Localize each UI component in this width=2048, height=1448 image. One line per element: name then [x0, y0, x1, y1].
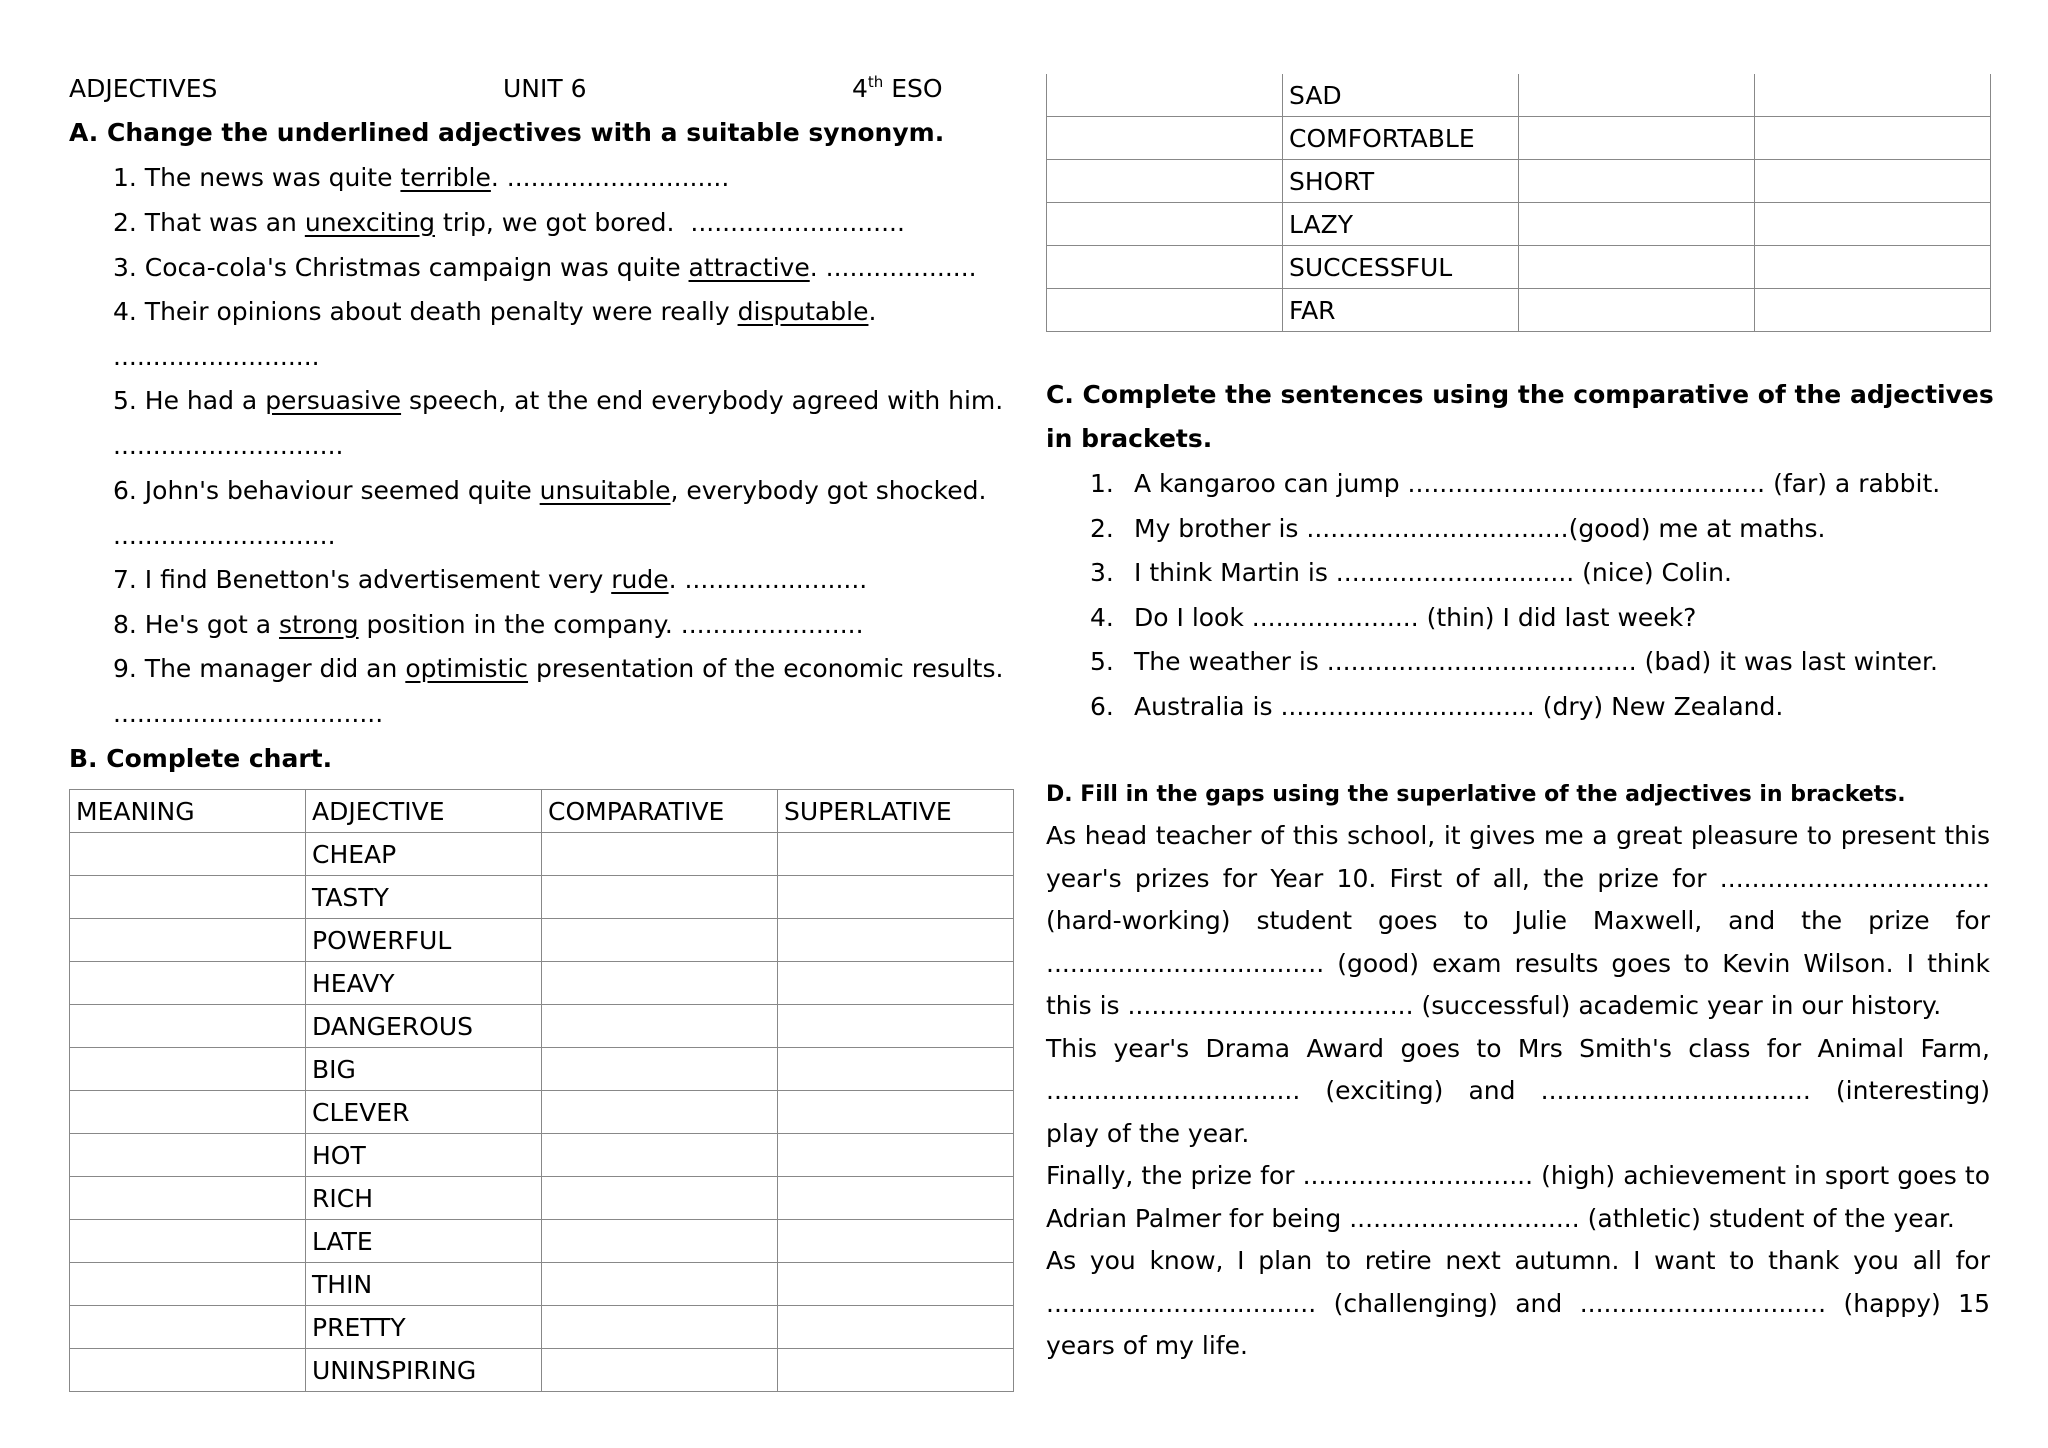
superlative-cell[interactable] [778, 1005, 1014, 1048]
section-d-title: D. Fill in the gaps using the superlative of the adjectives in brackets. [1046, 782, 1906, 807]
comparative-cell[interactable] [542, 1048, 778, 1091]
superlative-cell[interactable] [778, 1048, 1014, 1091]
section-d-line: Adrian Palmer for being ............................. (athletic) student of the year. [1046, 1203, 1955, 1233]
section-a-item-8: 8. He's got a strong position in the company. ....................... [113, 610, 864, 639]
adjective-chart [69, 789, 1014, 1392]
comparative-cell[interactable] [542, 1177, 778, 1220]
chart-row [70, 1091, 1014, 1134]
meaning-cell[interactable] [1047, 246, 1283, 289]
answer-dots-6: ............................ [113, 521, 336, 550]
chart-row [70, 1177, 1014, 1220]
comparative-cell[interactable] [542, 1349, 778, 1392]
superlative-cell[interactable] [778, 876, 1014, 919]
comparative-cell[interactable] [1519, 246, 1755, 289]
meaning-cell[interactable] [70, 1048, 306, 1091]
adjective-cell: SAD [1283, 74, 1519, 117]
adjective-cell: LATE [306, 1220, 542, 1263]
adjective-cell: CLEVER [306, 1091, 542, 1134]
section-c-item-5: 5. The weather is ....................................... (bad) it was last winter. [1090, 647, 1938, 676]
meaning-cell[interactable] [70, 1306, 306, 1349]
superlative-cell[interactable] [1755, 160, 1991, 203]
adjective-cell: PRETTY [306, 1306, 542, 1349]
section-d-line: As you know, I plan to retire next autumn. I want to thank you all for [1046, 1246, 1990, 1275]
comparative-cell[interactable] [542, 919, 778, 962]
section-d-line: years of my life. [1046, 1331, 1248, 1360]
adjective-cell: COMFORTABLE [1283, 117, 1519, 160]
meaning-cell[interactable] [70, 1091, 306, 1134]
meaning-cell[interactable] [70, 1349, 306, 1392]
chart-row [1047, 117, 1991, 160]
comparative-cell[interactable] [542, 1005, 778, 1048]
meaning-cell[interactable] [1047, 203, 1283, 246]
meaning-cell[interactable] [70, 1263, 306, 1306]
chart-row [1047, 203, 1991, 246]
superlative-cell[interactable] [778, 833, 1014, 876]
header-adjective: ADJECTIVE [306, 790, 542, 833]
meaning-cell[interactable] [70, 1134, 306, 1177]
comparative-cell[interactable] [1519, 289, 1755, 332]
superlative-cell[interactable] [1755, 117, 1991, 160]
superlative-cell[interactable] [1755, 74, 1991, 117]
section-d-line: This year's Drama Award goes to Mrs Smith's class for Animal Farm, [1046, 1033, 1990, 1063]
section-c-item-4: 4. Do I look ..................... (thin) I did last week? [1090, 603, 1697, 632]
chart-row [70, 1048, 1014, 1091]
meaning-cell[interactable] [1047, 117, 1283, 160]
section-a-item-6: 6. John's behaviour seemed quite unsuitable, everybody got shocked. [113, 476, 987, 505]
superlative-cell[interactable] [778, 1220, 1014, 1263]
comparative-cell[interactable] [1519, 160, 1755, 203]
comparative-cell[interactable] [542, 1220, 778, 1263]
section-d-line: play of the year. [1046, 1118, 1250, 1148]
chart-row [70, 1220, 1014, 1263]
chart-header-row [70, 790, 1014, 833]
comparative-cell[interactable] [1519, 117, 1755, 160]
meaning-cell[interactable] [70, 1220, 306, 1263]
section-a-item-7: 7. I find Benetton's advertisement very rude. ....................... [113, 565, 868, 594]
comparative-cell[interactable] [542, 1134, 778, 1177]
section-d-line: .................................. (challenging) and ............................... (happy) 15 [1046, 1288, 1990, 1318]
header-comparative: COMPARATIVE [542, 790, 778, 833]
adjective-chart-continued [1046, 74, 1991, 332]
section-d-line: As head teacher of this school, it gives me a great pleasure to present this [1046, 821, 1990, 850]
section-c-item-1: 1. A kangaroo can jump ............................................. (far) a rabbit. [1090, 469, 1941, 498]
adjective-cell: THIN [306, 1263, 542, 1306]
meaning-cell[interactable] [70, 962, 306, 1005]
chart-row [70, 1306, 1014, 1349]
chart-row [70, 919, 1014, 962]
chart-row [70, 1349, 1014, 1392]
superlative-cell[interactable] [1755, 203, 1991, 246]
meaning-cell[interactable] [70, 833, 306, 876]
section-d-line: ................................... (good) exam results goes to Kevin Wilson. I think [1046, 948, 1990, 978]
header-superlative: SUPERLATIVE [778, 790, 1014, 833]
superlative-cell[interactable] [778, 1091, 1014, 1134]
chart-row [1047, 289, 1991, 332]
superlative-cell[interactable] [778, 1177, 1014, 1220]
comparative-cell[interactable] [542, 876, 778, 919]
superlative-cell[interactable] [778, 1349, 1014, 1392]
chart-row [70, 833, 1014, 876]
header-unit: UNIT 6 [503, 74, 587, 103]
header-meaning: MEANING [70, 790, 306, 833]
comparative-cell[interactable] [542, 962, 778, 1005]
adjective-cell: POWERFUL [306, 919, 542, 962]
chart-row [70, 962, 1014, 1005]
chart-row [70, 1005, 1014, 1048]
meaning-cell[interactable] [70, 1177, 306, 1220]
adjective-cell: FAR [1283, 289, 1519, 332]
superlative-cell[interactable] [778, 1263, 1014, 1306]
meaning-cell[interactable] [70, 876, 306, 919]
section-c-title-line-1: C. Complete the sentences using the comparative of the adjectives [1046, 380, 1994, 409]
section-c-item-3: 3. I think Martin is .............................. (nice) Colin. [1090, 558, 1732, 587]
meaning-cell[interactable] [1047, 160, 1283, 203]
answer-dots-4: .......................... [113, 342, 320, 371]
meaning-cell[interactable] [1047, 289, 1283, 332]
section-a-item-9: 9. The manager did an optimistic presentation of the economic results. [113, 654, 1004, 683]
section-a-item-5: 5. He had a persuasive speech, at the end everybody agreed with him. [113, 386, 1004, 415]
section-a-item-4: 4. Their opinions about death penalty were really disputable. [113, 297, 877, 326]
chart-row [1047, 246, 1991, 289]
chart-row [70, 876, 1014, 919]
header-grade: 4th ESO [852, 73, 943, 103]
adjective-cell: SHORT [1283, 160, 1519, 203]
superlative-cell[interactable] [778, 1306, 1014, 1349]
section-d-line: this is .................................... (successful) academic year in our history. [1046, 991, 1942, 1020]
adjective-cell: TASTY [306, 876, 542, 919]
adjective-cell: CHEAP [306, 833, 542, 876]
adjective-cell: RICH [306, 1177, 542, 1220]
adjective-cell: UNINSPIRING [306, 1349, 542, 1392]
section-d-line: ................................ (exciting) and .................................. (interesting) [1046, 1076, 1990, 1105]
adjective-cell: HOT [306, 1134, 542, 1177]
adjective-cell: DANGEROUS [306, 1005, 542, 1048]
adjective-cell: HEAVY [306, 962, 542, 1005]
comparative-cell[interactable] [1519, 203, 1755, 246]
comparative-cell[interactable] [542, 1306, 778, 1349]
chart-row [1047, 74, 1991, 117]
comparative-cell[interactable] [542, 833, 778, 876]
comparative-cell[interactable] [542, 1091, 778, 1134]
adjective-cell: SUCCESSFUL [1283, 246, 1519, 289]
chart-row [70, 1263, 1014, 1306]
section-c-item-6: 6. Australia is ................................ (dry) New Zealand. [1090, 692, 1784, 721]
superlative-cell[interactable] [1755, 246, 1991, 289]
superlative-cell[interactable] [778, 919, 1014, 962]
meaning-cell[interactable] [70, 1005, 306, 1048]
answer-dots-9: .................................. [113, 699, 384, 728]
section-d-line: (hard-working) student goes to Julie Maxwell, and the prize for [1046, 906, 1990, 935]
superlative-cell[interactable] [778, 1134, 1014, 1177]
header-title: ADJECTIVES [69, 74, 218, 103]
section-a-title: A. Change the underlined adjectives with a suitable synonym. [69, 118, 945, 147]
adjective-cell: BIG [306, 1048, 542, 1091]
section-a-item-3: 3. Coca-cola's Christmas campaign was quite attractive. ................... [113, 253, 977, 282]
comparative-cell[interactable] [1519, 74, 1755, 117]
superlative-cell[interactable] [778, 962, 1014, 1005]
meaning-cell[interactable] [1047, 74, 1283, 117]
answer-dots-5: ............................. [113, 431, 344, 460]
meaning-cell[interactable] [70, 919, 306, 962]
section-d-line: Finally, the prize for ............................. (high) achievement in sport goes to [1046, 1161, 1990, 1190]
section-a-item-2: 2. That was an unexciting trip, we got bored. ........................... [113, 208, 905, 237]
chart-row [1047, 160, 1991, 203]
chart-row [70, 1134, 1014, 1177]
superlative-cell[interactable] [1755, 289, 1991, 332]
section-a-item-1: 1. The news was quite terrible. ............................ [113, 163, 730, 192]
adjective-cell: LAZY [1283, 203, 1519, 246]
section-d-line: year's prizes for Year 10. First of all, the prize for .................................. [1046, 863, 1990, 893]
section-c-title-line-2: in brackets. [1046, 424, 1213, 453]
section-c-item-2: 2. My brother is .................................(good) me at maths. [1090, 514, 1826, 543]
comparative-cell[interactable] [542, 1263, 778, 1306]
section-b-title: B. Complete chart. [69, 744, 333, 773]
